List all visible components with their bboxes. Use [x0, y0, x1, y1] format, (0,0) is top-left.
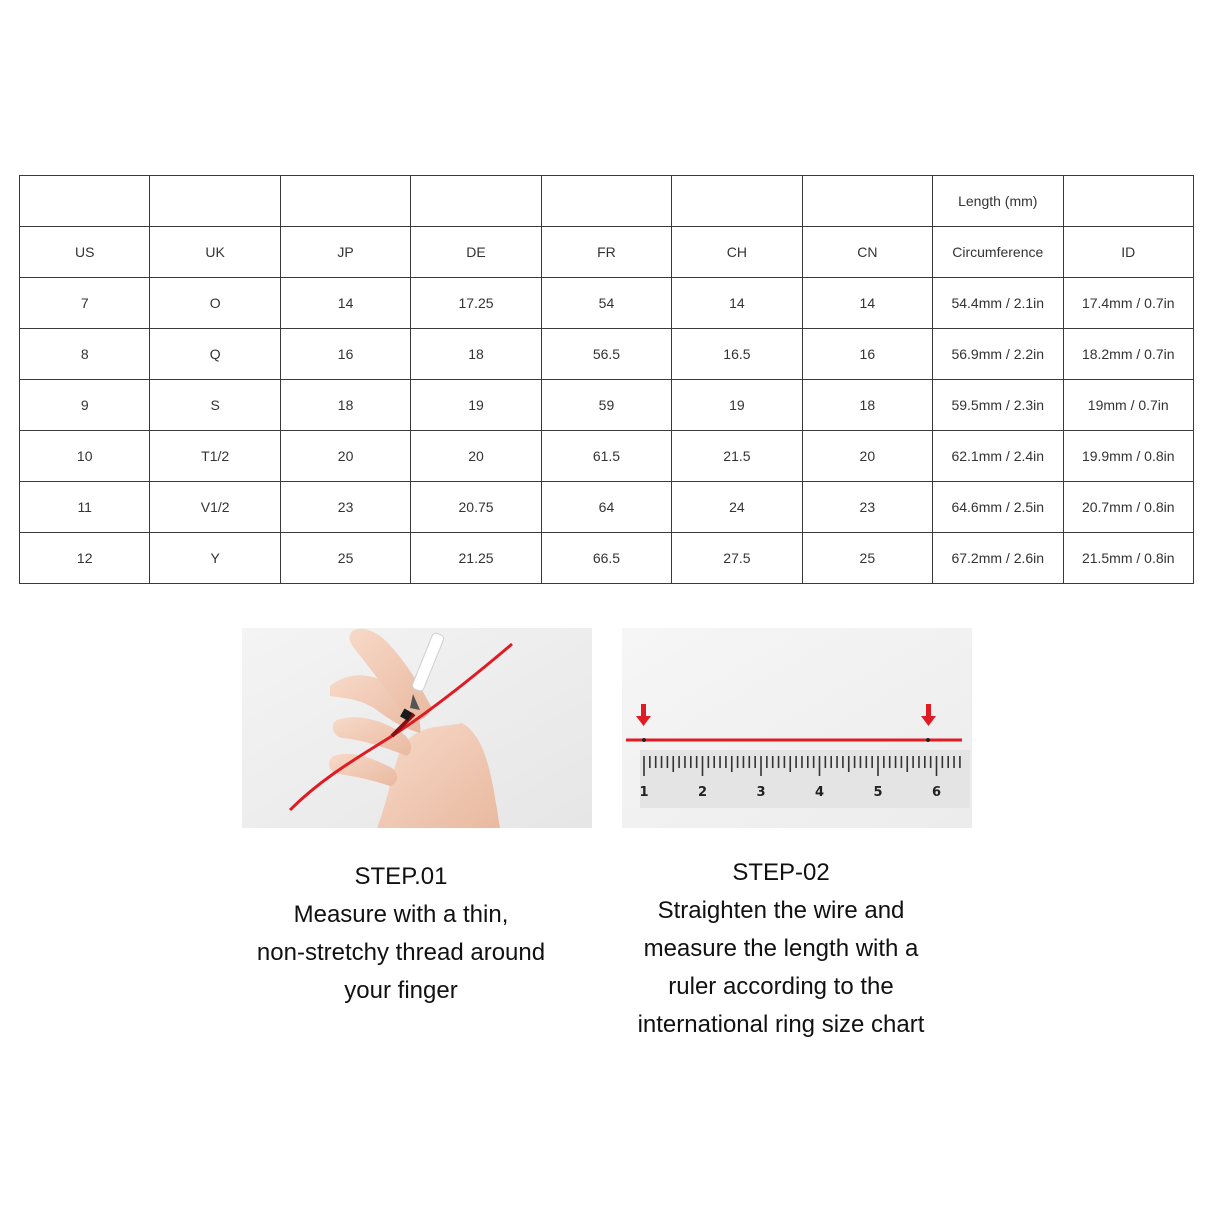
table-cell: 56.9mm / 2.2in: [933, 329, 1063, 380]
table-cell: 12: [20, 533, 150, 584]
finger-thread-illustration: [242, 628, 592, 828]
table-cell: 17.25: [411, 278, 541, 329]
ruler-illustration: [622, 628, 972, 828]
step-1-line-1: Measure with a thin,: [293, 901, 509, 928]
table-cell: 11: [20, 482, 150, 533]
table-cell: Circumference: [933, 227, 1063, 278]
table-cell: 21.25: [411, 533, 541, 584]
table-cell: 17.4mm / 0.7in: [1063, 278, 1194, 329]
table-cell: [802, 176, 932, 227]
table-cell: 27.5: [672, 533, 802, 584]
table-cell: 9: [20, 380, 150, 431]
step-1-line-2: non-stretchy thread around: [256, 939, 546, 966]
table-cell: 7: [20, 278, 150, 329]
table-cell: 18: [802, 380, 932, 431]
table-cell: 54.4mm / 2.1in: [933, 278, 1063, 329]
table-cell: 61.5: [541, 431, 671, 482]
table-cell: ID: [1063, 227, 1194, 278]
table-cell: 21.5mm / 0.8in: [1063, 533, 1194, 584]
step-2-instructions: [571, 854, 991, 1044]
table-cell: 24: [672, 482, 802, 533]
table-row: [20, 533, 1194, 584]
table-cell: 67.2mm / 2.6in: [933, 533, 1063, 584]
table-cell: 54: [541, 278, 671, 329]
table-row: [20, 278, 1194, 329]
table-cell: Q: [150, 329, 280, 380]
table-cell: CH: [672, 227, 802, 278]
table-cell: 20: [411, 431, 541, 482]
table-cell: 20.7mm / 0.8in: [1063, 482, 1194, 533]
table-cell: 20: [802, 431, 932, 482]
table-cell: 10: [20, 431, 150, 482]
table-cell: [150, 176, 280, 227]
table-cell: 14: [672, 278, 802, 329]
table-cell: DE: [411, 227, 541, 278]
table-cell: T1/2: [150, 431, 280, 482]
table-top-header-row: [20, 176, 1194, 227]
table-cell: 19mm / 0.7in: [1063, 380, 1194, 431]
ring-size-table: [19, 175, 1194, 584]
table-cell: [411, 176, 541, 227]
step-2-line-3: ruler according to the: [668, 973, 894, 1000]
table-cell: 25: [802, 533, 932, 584]
table-cell: 14: [802, 278, 932, 329]
table-cell: 14: [280, 278, 410, 329]
step-1-line-3: your finger: [344, 977, 458, 1004]
table-cell: 64: [541, 482, 671, 533]
table-cell: 56.5: [541, 329, 671, 380]
table-cell: 20: [280, 431, 410, 482]
table-cell: US: [20, 227, 150, 278]
table-cell: 18: [411, 329, 541, 380]
table-cell: Y: [150, 533, 280, 584]
table-cell: 59.5mm / 2.3in: [933, 380, 1063, 431]
table-cell: [672, 176, 802, 227]
table-row: [20, 482, 1194, 533]
step-2-title: STEP-02: [732, 859, 830, 886]
table-row: [20, 431, 1194, 482]
table-cell: 19: [411, 380, 541, 431]
table-cell: UK: [150, 227, 280, 278]
table-cell: V1/2: [150, 482, 280, 533]
table-cell: 8: [20, 329, 150, 380]
table-cell: [541, 176, 671, 227]
table-cell: 20.75: [411, 482, 541, 533]
table-cell: CN: [802, 227, 932, 278]
table-cell: 19: [672, 380, 802, 431]
step-2-line-2: measure the length with a: [643, 935, 919, 962]
table-cell: 25: [280, 533, 410, 584]
ruler-number: 5: [873, 785, 883, 800]
table-cell: 64.6mm / 2.5in: [933, 482, 1063, 533]
table-cell: [20, 176, 150, 227]
table-row: [20, 329, 1194, 380]
table-header-row: [20, 227, 1194, 278]
table-cell: FR: [541, 227, 671, 278]
table-cell: 59: [541, 380, 671, 431]
ruler-number: 6: [931, 785, 942, 800]
ruler-number: 2: [697, 785, 708, 800]
table-cell: 23: [280, 482, 410, 533]
step-1-title: STEP.01: [354, 863, 448, 890]
table-cell: 16.5: [672, 329, 802, 380]
ruler-number: 4: [814, 785, 825, 800]
table-cell: Length (mm): [933, 176, 1063, 227]
table-cell: 66.5: [541, 533, 671, 584]
table-cell: 16: [802, 329, 932, 380]
table-cell: 62.1mm / 2.4in: [933, 431, 1063, 482]
table-row: [20, 380, 1194, 431]
table-cell: JP: [280, 227, 410, 278]
step-1-instructions: [191, 858, 611, 1010]
table-cell: 16: [280, 329, 410, 380]
table-cell: 21.5: [672, 431, 802, 482]
table-cell: [1063, 176, 1194, 227]
step-2-line-1: Straighten the wire and: [657, 897, 905, 924]
ruler-number: 1: [639, 785, 649, 800]
table-cell: 18.2mm / 0.7in: [1063, 329, 1194, 380]
table-cell: S: [150, 380, 280, 431]
table-cell: 23: [802, 482, 932, 533]
table-cell: O: [150, 278, 280, 329]
ruler-number: 3: [756, 785, 766, 800]
step-2-line-4: international ring size chart: [637, 1011, 925, 1038]
table-cell: 19.9mm / 0.8in: [1063, 431, 1194, 482]
table-cell: 18: [280, 380, 410, 431]
table-cell: [280, 176, 410, 227]
